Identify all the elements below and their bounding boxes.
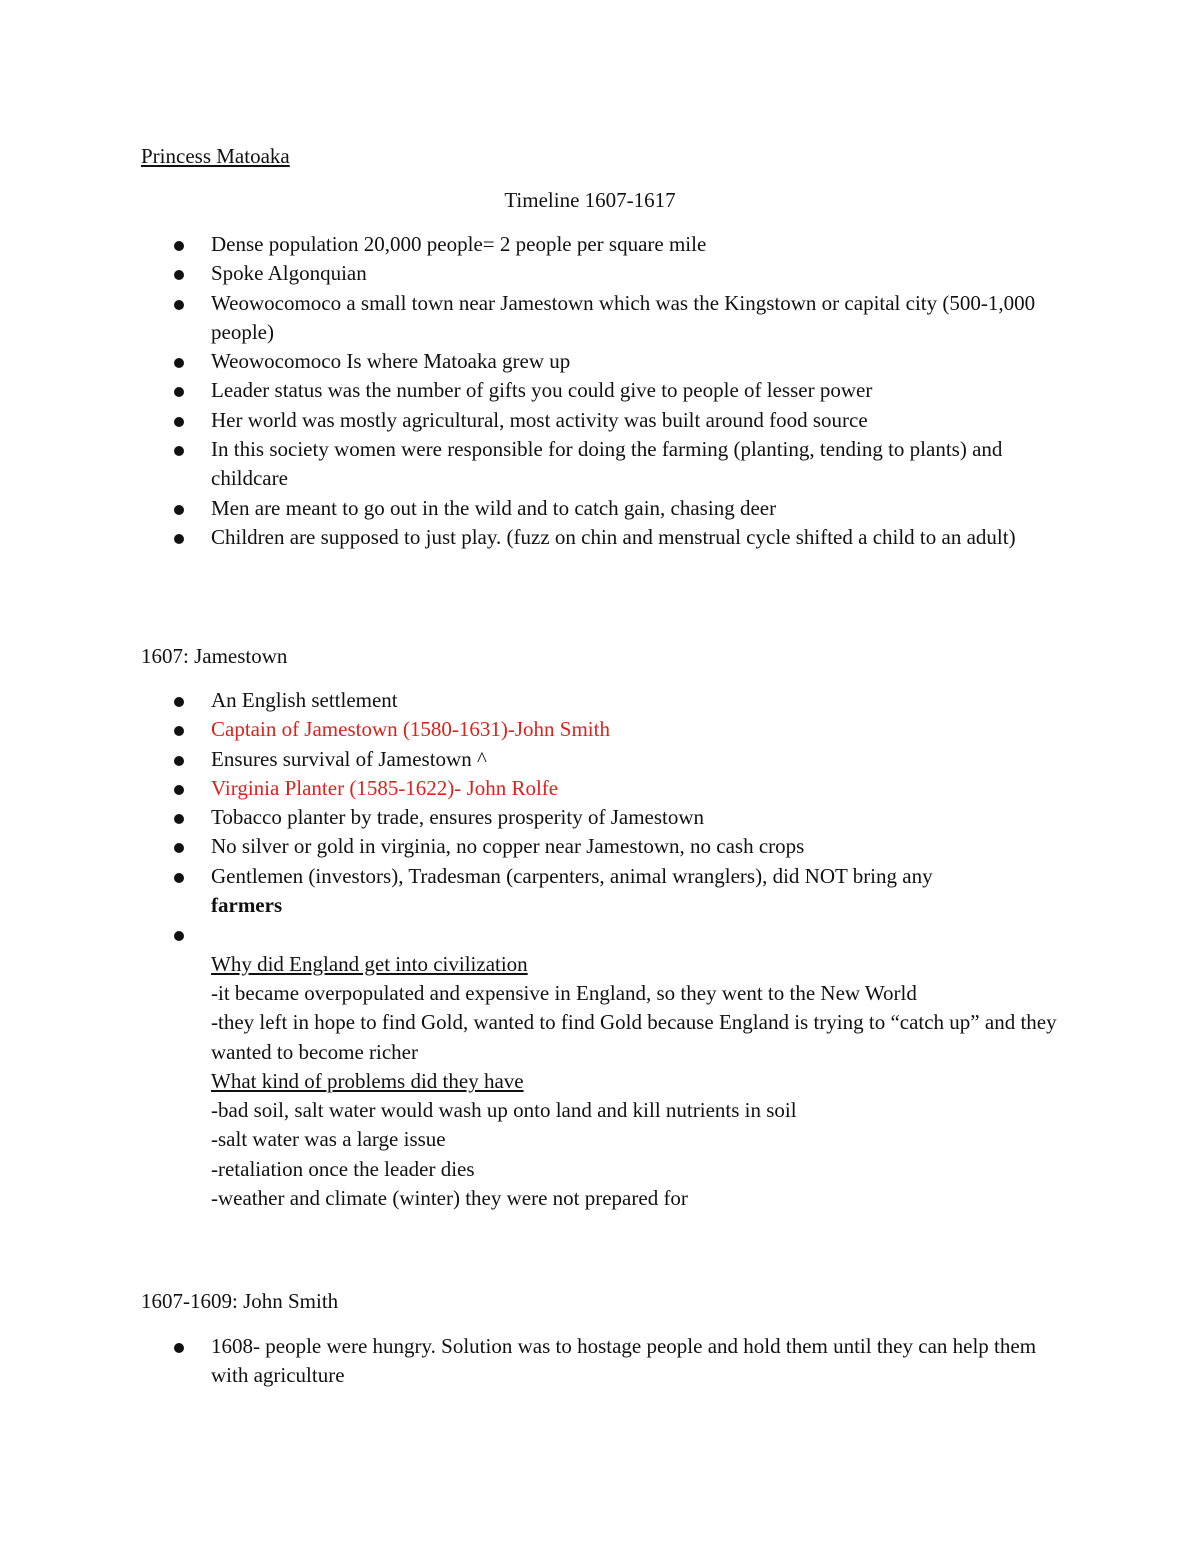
section-heading-jamestown: 1607: Jamestown (141, 644, 288, 668)
document-title: Princess Matoaka (141, 144, 290, 168)
list-item-text: Leader status was the number of gifts you could give to people of lesser power (211, 378, 873, 403)
list-item (141, 376, 1066, 405)
list-item-text: No silver or gold in virginia, no copper near Jamestown, no cash crops (211, 834, 805, 859)
list-item (141, 832, 1066, 861)
list-item-text: Gentlemen (investors), Tradesman (carpenters, animal wranglers), did NOT bring any (211, 863, 933, 888)
list-item-text: Her world was mostly agricultural, most activity was built around food source (211, 407, 868, 432)
list-item (141, 803, 1066, 832)
bullet-icon (174, 534, 184, 544)
bullet-icon (174, 785, 184, 795)
list-item-text: Weowocomoco Is where Matoaka grew up (211, 349, 571, 374)
list-item (141, 686, 1066, 715)
answer-line: -retaliation once the leader dies (211, 1156, 475, 1181)
highlighted-item-text: Captain of Jamestown (1580-1631)-John Smith (211, 717, 610, 742)
bullet-icon (174, 697, 184, 707)
list-item (141, 406, 1066, 435)
answer-line: -weather and climate (winter) they were not prepared for (211, 1186, 688, 1211)
list-item (141, 494, 1066, 523)
bullet-icon (174, 1343, 184, 1353)
list-item-text: Spoke Algonquian (211, 261, 367, 286)
list-item (141, 347, 1066, 376)
list-item (141, 1332, 1066, 1391)
question-heading: What kind of problems did they have (211, 1068, 524, 1093)
list-item-text: Children are supposed to just play. (fuzz on chin and menstrual cycle shifted a child to an adult) (211, 524, 1016, 549)
bullet-icon (174, 843, 184, 853)
list-item (141, 289, 1066, 348)
answer-line: -bad soil, salt water would wash up onto land and kill nutrients in soil (211, 1098, 797, 1123)
bullet-icon (174, 931, 184, 941)
answer-line: -it became overpopulated and expensive in England, so they went to the New World (211, 980, 917, 1005)
list-item-text: Men are meant to go out in the wild and to catch gain, chasing deer (211, 495, 777, 520)
list-item-text: Weowocomoco a small town near Jamestown which was the Kingstown or capital city (500-1,000 people) (211, 290, 1036, 344)
list-item (141, 259, 1066, 288)
list-item-text: 1608- people were hungry. Solution was to hostage people and hold them until they can help them with agriculture (211, 1334, 1037, 1388)
bullet-icon (174, 756, 184, 766)
list-item (141, 745, 1066, 774)
answer-line: -salt water was a large issue (211, 1127, 446, 1152)
jamestown-bullet-list (141, 686, 1066, 1213)
list-item (141, 523, 1066, 552)
list-item-text: An English settlement (211, 688, 398, 712)
highlighted-item-text: Virginia Planter (1585-1622)- John Rolfe (211, 775, 559, 800)
list-item-text: Tobacco planter by trade, ensures prosperity of Jamestown (211, 805, 705, 830)
bullet-icon (174, 358, 184, 368)
emphasis-text: farmers (211, 893, 283, 918)
list-item-text: Ensures survival of Jamestown ^ (211, 746, 487, 771)
question-heading: Why did England get into civilization (211, 951, 528, 976)
timeline-subtitle: Timeline 1607-1617 (504, 188, 676, 212)
bullet-icon (174, 387, 184, 397)
list-item (141, 715, 1066, 744)
list-item-text: Dense population 20,000 people= 2 people per square mile (211, 232, 707, 256)
list-item (141, 774, 1066, 803)
bullet-icon (174, 505, 184, 515)
bullet-icon (174, 873, 184, 883)
list-item (141, 920, 1066, 1213)
list-item (141, 435, 1066, 494)
bullet-icon (174, 726, 184, 736)
section-heading-john-smith: 1607-1609: John Smith (141, 1289, 339, 1313)
bullet-icon (174, 241, 184, 251)
list-item (141, 230, 1066, 259)
bullet-icon (174, 417, 184, 427)
list-item-text: In this society women were responsible for doing the farming (planting, tending to plants) and childcare (211, 437, 1003, 491)
bullet-icon (174, 446, 184, 456)
bullet-icon (174, 814, 184, 824)
bullet-icon (174, 270, 184, 280)
list-item (141, 862, 1066, 921)
john-smith-bullet-list (141, 1332, 1066, 1391)
intro-bullet-list (141, 230, 1066, 552)
answer-line: -they left in hope to find Gold, wanted to find Gold because England is trying to “catch up” and they wanted to become richer (211, 1010, 1057, 1064)
bullet-icon (174, 300, 184, 310)
